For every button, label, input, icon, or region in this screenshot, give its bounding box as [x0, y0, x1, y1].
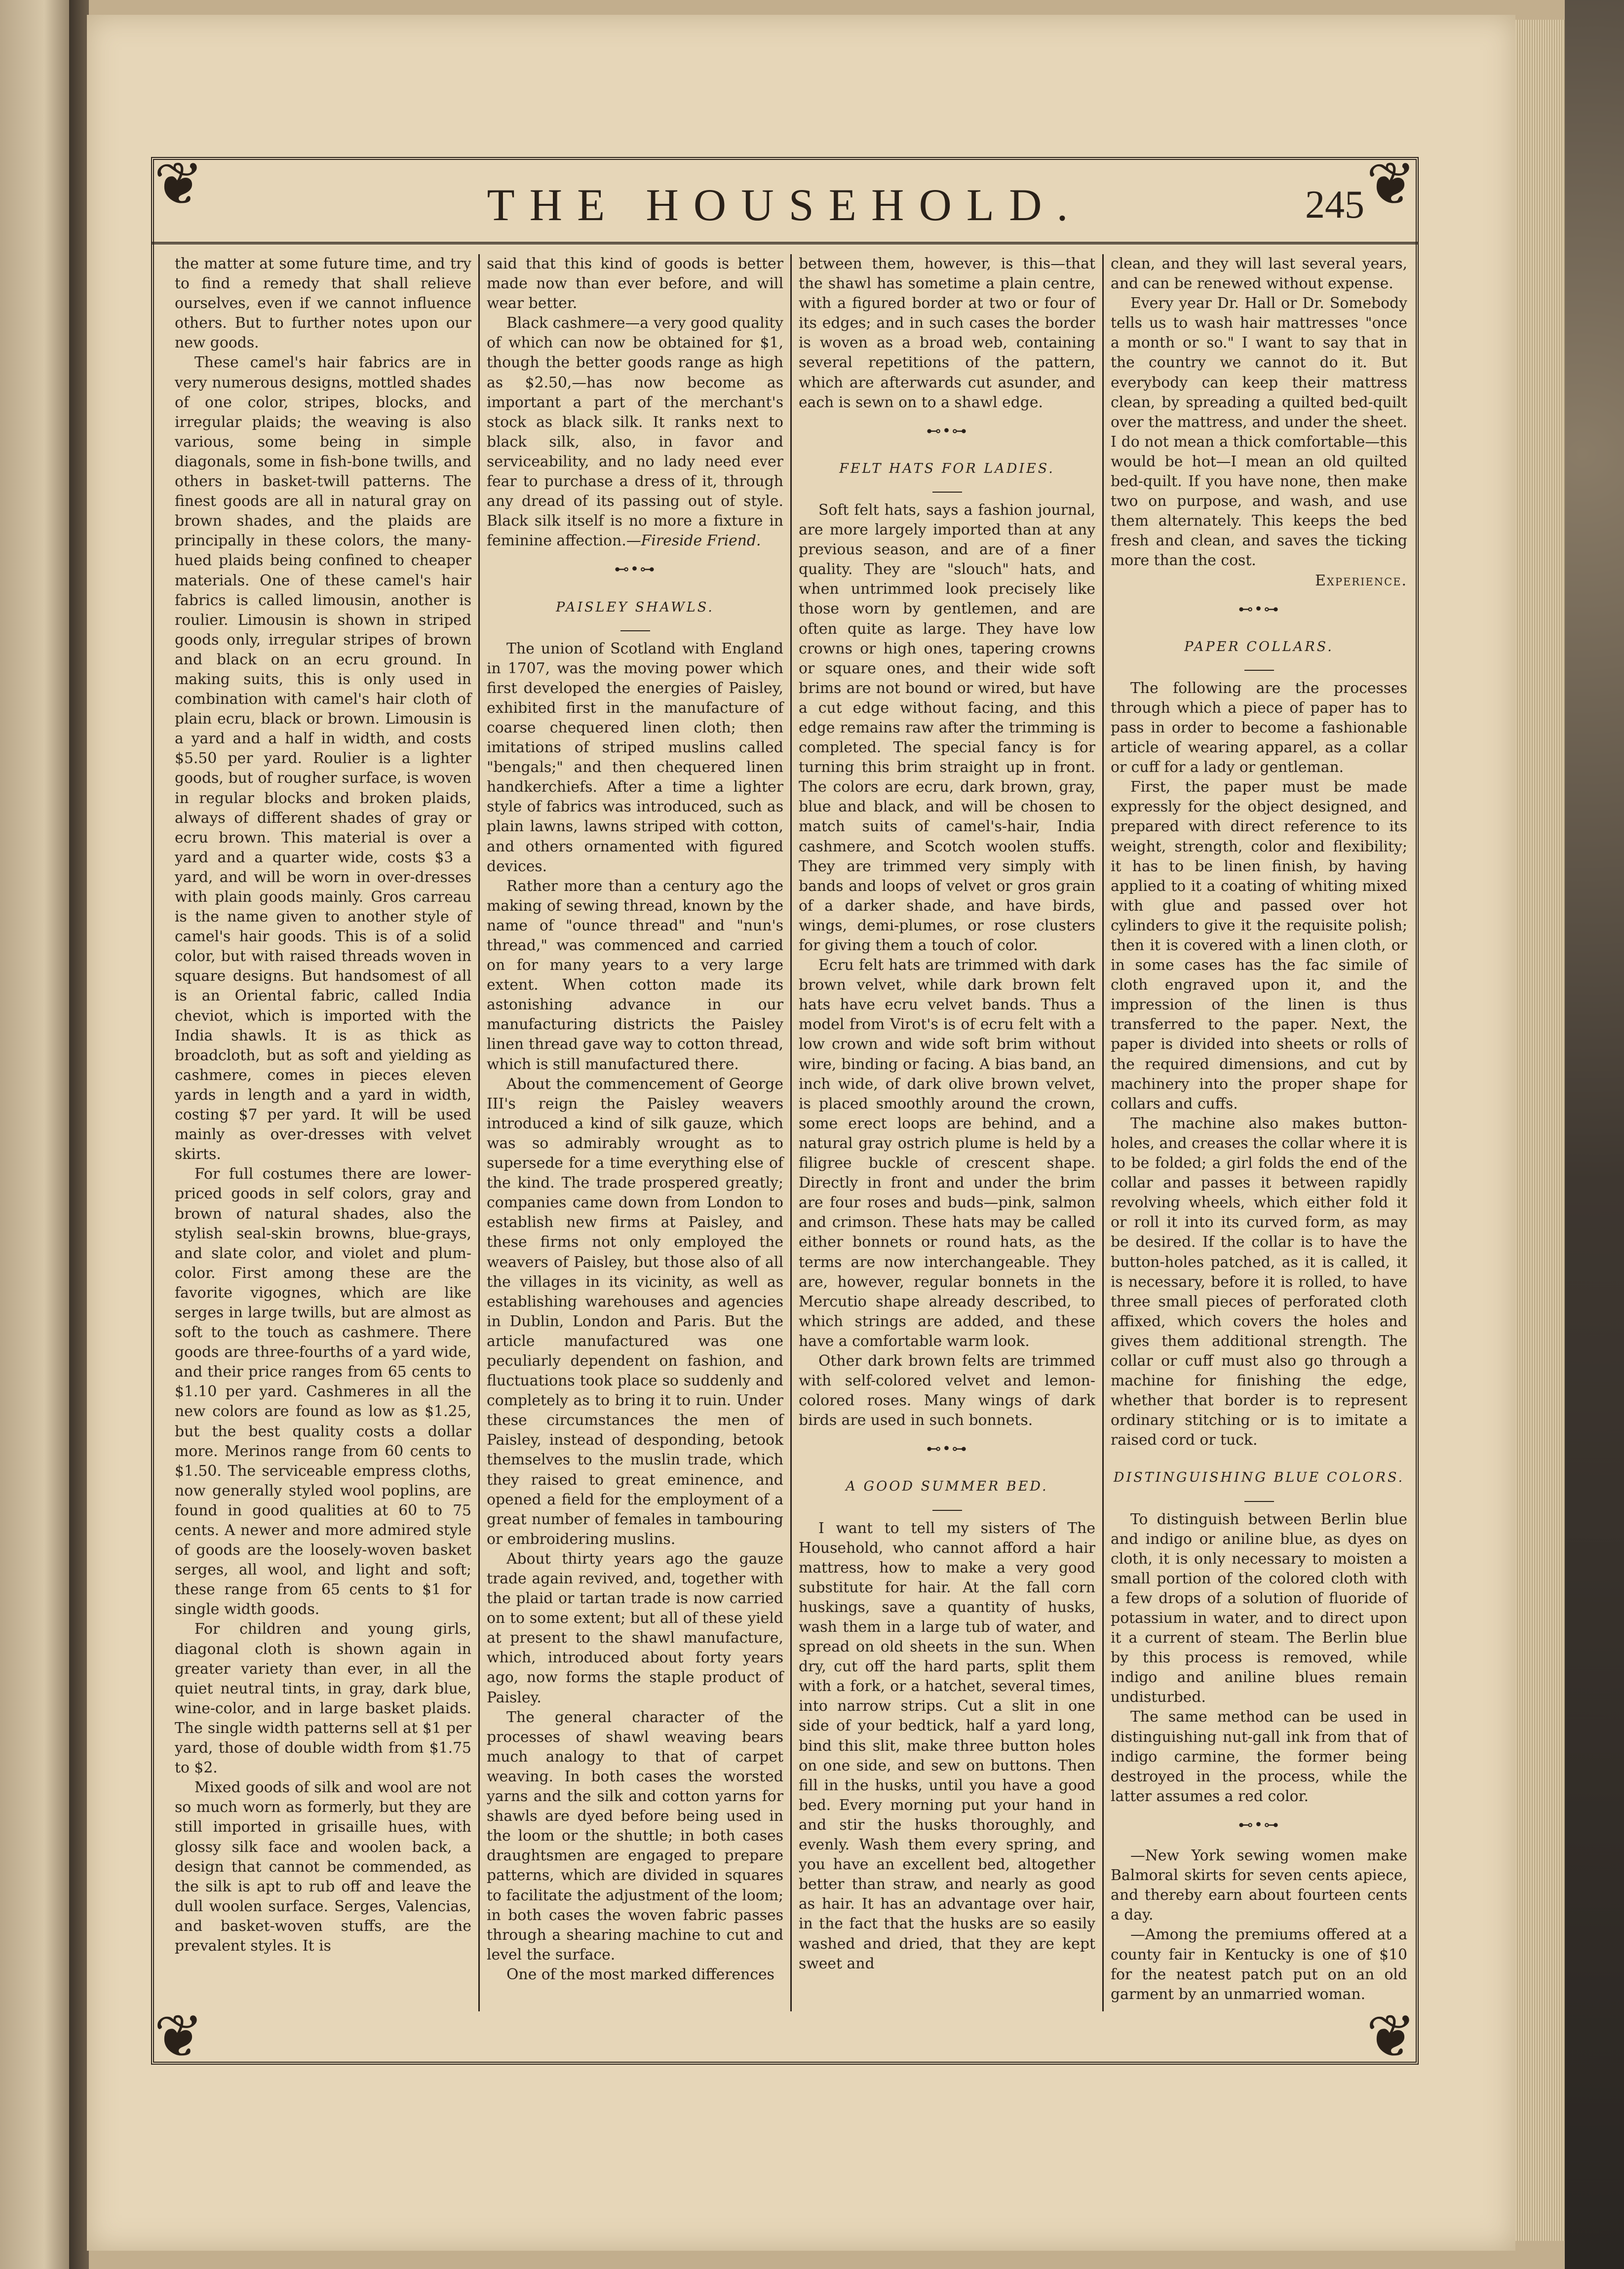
- article-title: PAPER COLLARS.: [1184, 639, 1334, 654]
- article-title: FELT HATS FOR LADIES.: [839, 461, 1055, 476]
- page-number: 245: [1305, 183, 1364, 227]
- corner-ornament-icon: ❦: [154, 150, 204, 219]
- paragraph: —New York sewing women make Balmoral skirts for seven cents apiece, and thereby earn about fourteen cents a day.: [1111, 1847, 1407, 1924]
- paragraph: For full costumes there are lower-priced goods in self colors, gray and brown of natural shades, also the stylish seal-skin browns, blue-grays, and slate color, and violet and plum-color. First among these are the favorite vigognes, which are like serges in large twills, but are almost as soft to the touch as cashmere. There goods are three-fourths of a yard wide, and their price ranges from 65 cents to $1.10 per yard. Cashmeres in all the new colors are found as low as $1.25, but the best quality costs a dollar more. Merinos range from 60 cents to $1.50. The serviceable empress cloths, now generally styled wool poplins, are found in good qualities at 60 to 75 cents. A newer and more admired style of goods are the loosely-woven basket serges, all wool, and light and soft; these range from 65 cents to $1 for single width goods.: [175, 1165, 471, 1618]
- header-rule: [151, 242, 1419, 244]
- divider-ornament-icon: ⊷•⊶: [1238, 1816, 1280, 1834]
- paragraph: The general character of the processes of shawl weaving bears much analogy to that of carpet weaving. In both cases the worsted yarns and the silk and cotton yarns for shawls are dyed before being used in the loom or the shuttle; in both cases draughtsmen are engaged to prepare patterns, which are divided in squares to facilitate the adjustment of the loom; in both cases the woven fabric passes through a shearing machine to cut and level the surface.: [487, 1708, 783, 1963]
- left-page-edge: [0, 0, 74, 2269]
- column-4: [1102, 254, 1414, 2011]
- page-header: [151, 173, 1419, 237]
- paragraph: Other dark brown felts are trimmed with self-colored velvet and lemon-colored roses. Many wings of dark birds are used in such bonnets.: [799, 1352, 1095, 1429]
- paragraph: clean, and they will last several years, and can be renewed without expense.: [1111, 255, 1407, 293]
- paragraph: Soft felt hats, says a fashion journal, are more largely imported than at any previous season, and are of a finer quality. They are "slouch" hats, and when untrimmed look precisely like those worn by gentlemen, and are often quite as large. They have low crowns or high ones, tapering crowns or square ones, and their wide soft brims are not bound or wired, but have a cut edge without facing, and this edge remains raw after the trimming is completed. The special fancy is for turning this brim straight up in front. The colors are ecru, dark brown, gray, blue and black, and will be chosen to match suits of camel's-hair, India cashmere, and Scotch woolen stuffs. They are trimmed very simply with bands and loops of velvet or gros grain of a darker shade, and have birds, wings, demi-plumes, or rose clusters for giving them a touch of color.: [799, 501, 1095, 954]
- divider-ornament-icon: ⊷•⊶: [614, 561, 656, 578]
- column-3: [790, 254, 1102, 2011]
- source-attribution: —Fireside Friend.: [626, 532, 761, 550]
- paragraph: the matter at some future time, and try to find a remedy that shall relieve ourselves, even if we cannot influence others. But to further notes upon our new goods.: [175, 255, 471, 352]
- paragraph: These camel's hair fabrics are in very numerous designs, mottled shades of one color, stripes, blocks, and irregular plaids; the weaving is also various, some being in simple diagonals, some in fish-bone twills, and others in basket-twill patterns. The finest goods are all in natural gray on brown shades, and the plaids are principally in these colors, the many-hued plaids being confined to cheaper materials. One of these camel's hair fabrics is called limousin, another is roulier. Limousin is shown in striped goods only, irregular stripes of brown and black on an ecru ground. In making suits, this is only used in combination with camel's hair cloth of plain ecru, black or brown. Limousin is a yard and a half in width, and costs $5.50 per yard. Roulier is a lighter goods, but of rougher surface, is woven in regular blocks and broken plaids, always of different shades of gray or ecru brown. This material is over a yard and a quarter wide, costs $3 a yard, and will be worn in over-dresses with plain goods mainly. Gros carreau is the name given to another style of camel's hair goods. This is of a solid color, but with raised threads woven in square designs. But handsomest of all is an Oriental fabric, called India cheviot, which is imported with the India shawls. It is as thick as broadcloth, but as soft and yielding as cashmere, comes in pieces eleven yards in length and a yard in width, costing $7 per yard. It will be used mainly as over-dresses with velvet skirts.: [175, 354, 471, 1163]
- paragraph: —Among the premiums offered at a county fair in Kentucky is one of $10 for the neatest patch put on an old garment by an unmarried woman.: [1111, 1926, 1407, 2003]
- cover-board: [1565, 0, 1624, 2269]
- corner-ornament-icon: ❦: [1366, 2002, 1416, 2071]
- paragraph: Rather more than a century ago the making of sewing thread, known by the name of "ounce thread" and "nun's thread," was commenced and carried on for many years to a very large extent. When cotton made its astonishing advance in our manufacturing districts the Paisley linen thread gave way to cotton thread, which is still manufactured there.: [487, 877, 783, 1073]
- page-stack-edges: [1515, 20, 1565, 2241]
- paragraph: About the commencement of George III's reign the Paisley weavers introduced a kind of silk gauze, which was so admirably wrought as to supersede for a time everything else of the kind. The trade prospered greatly; companies came down from London to establish new firms at Paisley, and these firms not only employed the weavers of Paisley, but those also of all the villages in its vicinity, as well as establishing warehouses and agencies in Dublin, London and Paris. But the article manufactured was one peculiarly dependent on fashion, and fluctuations took place so suddenly and completely as to bring it to ruin. Under these circumstances the men of Paisley, instead of desponding, betook themselves to the muslin trade, which they raised to great eminence, and opened a field for the employment of a great number of females in tambouring or embroidering muslins.: [487, 1075, 783, 1548]
- article-title: A GOOD SUMMER BED.: [846, 1479, 1048, 1495]
- corner-ornament-icon: ❦: [154, 2002, 204, 2071]
- paragraph: For children and young girls, diagonal cloth is shown again in greater variety than ever, in all the quiet neutral tints, in gray, dark blue, wine-color, and in large basket plaids. The single width patterns sell at $1 per yard, those of double width from $1.75 to $2.: [175, 1620, 471, 1777]
- paragraph: Mixed goods of silk and wool are not so much worn as formerly, but they are still imported in grisaille hues, with glossy silk face and woolen back, a design that cannot be commended, as the silk is apt to rub off and leave the dull woolen surface. Serges, Valencias, and basket-woven stuffs, are the prevalent styles. It is: [175, 1779, 471, 1955]
- article-title: DISTINGUISHING BLUE COLORS.: [1113, 1470, 1405, 1486]
- paragraph: between them, however, is this—that the shawl has sometime a plain centre, with a figured border at two or four of its edges; and in such cases the border is woven as a broad web, containing several repetitions of the pattern, which are afterwards cut asunder, and each is sewn on to a shawl edge.: [799, 255, 1095, 411]
- paragraph: Every year Dr. Hall or Dr. Somebody tells us to wash hair mattresses "once a month or so." I want to say that in the country we cannot do it. But everybody can keep their mattress clean, by spreading a quilted bed-quilt over the mattress, and under the sheet. I do not mean a thick comfortable—this would be hot—I mean an old quilted bed-quilt. If you have none, then make two on purpose, and wash, and use them alternately. This keeps the bed fresh and clean, and saves the ticking more than the cost.: [1111, 295, 1407, 570]
- article-title: PAISLEY SHAWLS.: [556, 599, 714, 615]
- article-columns: [168, 254, 1407, 2011]
- paragraph: [487, 313, 783, 551]
- paragraph: I want to tell my sisters of The Household, who cannot afford a hair mattress, how to make a very good substitute for hair. At the fall corn huskings, save a quantity of husks, wash them in a large tub of water, and spread on old sheets in the sun. When dry, cut off the hard parts, split them with a fork, or a hatchet, several times, into narrow strips. Cut a slit in one side of your bedtick, half a yard long, bind this slit, make three button holes on one side, and sew on buttons. Then fill in the husks, until you have a good bed. Every morning put your hand in and stir the husks thoroughly, and evenly. Wash them every spring, and you have an excellent bed, altogether better than straw, and nearly as good as hair. It has an advantage over hair, in the fact that the husks are so easily washed and dried, that they are kept sweet and: [799, 1519, 1095, 1972]
- signature: Experience.: [1315, 572, 1407, 589]
- paragraph: First, the paper must be made expressly for the object designed, and prepared with direct reference to its weight, strength, color and flexibility; it has to be linen finish, by having applied to it a coating of whiting mixed with glue and passed over hot cylinders to give it the requisite polish; then it is covered with a linen cloth, or in some cases has the fac simile of cloth engraved upon it, and the impression of the linen is thus transferred to the paper. Next, the paper is divided into sheets or rolls of the required dimensions, and cut by machinery into the proper shape for collars and cuffs.: [1111, 778, 1407, 1113]
- title-rule: [932, 1510, 962, 1511]
- paragraph: To distinguish between Berlin blue and indigo or aniline blue, as dyes on cloth, it is only necessary to moisten a small portion of the colored cloth with a few drops of a solution of fluoride of potassium in water, and to direct upon it a current of steam. The Berlin blue by this process is removed, while indigo and aniline blues remain undisturbed.: [1111, 1510, 1407, 1706]
- title-rule: [620, 630, 650, 631]
- paragraph: The machine also makes button-holes, and creases the collar where it is to be folded; a girl folds the end of the collar and passes it between rapidly revolving wheels, which either fold it or roll it into its curved form, as may be desired. If the collar is to have the button-holes patched, as it is called, it is necessary, before it is rolled, to have three small pieces of perforated cloth affixed, which covers the holes and gives them additional strength. The collar or cuff must also go through a machine for finishing the edge, whether that border is to represent ordinary stitching or is to imitate a raised cord or tuck.: [1111, 1115, 1407, 1449]
- paragraph: The same method can be used in distinguishing nut-gall ink from that of indigo carmine, the former being destroyed in the process, while the latter assumes a red color.: [1111, 1708, 1407, 1805]
- title-rule: [1244, 670, 1274, 671]
- paragraph: The union of Scotland with England in 1707, was the moving power which first developed the energies of Paisley, exhibited first in the manufacture of coarse chequered linen cloth; then imitations of striped muslins called "bengals;" and then chequered linen handkerchiefs. After a time a lighter style of fabrics was introduced, such as plain lawns, lawns striped with cotton, and others ornamented with figured devices.: [487, 640, 783, 875]
- paragraph: One of the most marked differences: [506, 1965, 774, 1983]
- title-rule: [932, 492, 962, 493]
- paragraph: The following are the processes through which a piece of paper has to pass in order to become a fashionable article of wearing apparel, as a collar or cuff for a lady or gentleman.: [1111, 679, 1407, 776]
- paragraph: said that this kind of goods is better made now than ever before, and will wear better.: [487, 255, 783, 312]
- book-spine: [69, 0, 89, 2269]
- paragraph: About thirty years ago the gauze trade again revived, and, together with the plaid or tartan trade is now carried on to some extent; but all of these yield at present to the shawl manufacture, which, introduced about forty years ago, now forms the staple product of Paisley.: [487, 1550, 783, 1706]
- divider-ornament-icon: ⊷•⊶: [1238, 600, 1280, 618]
- title-rule: [1244, 1501, 1274, 1502]
- divider-ornament-icon: ⊷•⊶: [926, 1440, 968, 1458]
- masthead: THE HOUSEHOLD.: [487, 180, 1083, 230]
- column-2: [478, 254, 790, 2011]
- paragraph: Ecru felt hats are trimmed with dark brown velvet, while dark brown felt hats have ecru velvet bands. Thus a model from Virot's is of ecru felt with a low crown and wide soft brim without wire, binding or facing. A bias band, an inch wide, of dark olive brown velvet, is placed smoothly around the crown, some erect loops are behind, and a natural gray ostrich plume is held by a filigree buckle of crescent shape. Directly in front and under the brim are four roses and buds—pink, salmon and crimson. These hats may be called either bonnets or round hats, as the terms are now interchangeable. They are, however, regular bonnets in the Mercutio shape already described, to which strings are added, and these have a comfortable warm look.: [799, 957, 1095, 1350]
- column-1: [168, 254, 478, 2011]
- corner-ornament-icon: ❦: [1366, 150, 1416, 219]
- paragraph-text: Black cashmere—a very good quality of which can now be obtained for $1, though the better goods range as high as $2.50,—has now become as important a part of the merchant's stock as black silk. It ranks next to black silk, also, in favor and serviceability, and no lady need ever fear to purchase a dress of it, through any dread of its passing out of style. Black silk itself is no more a fixture in feminine affection.: [487, 314, 783, 550]
- divider-ornament-icon: ⊷•⊶: [926, 422, 968, 440]
